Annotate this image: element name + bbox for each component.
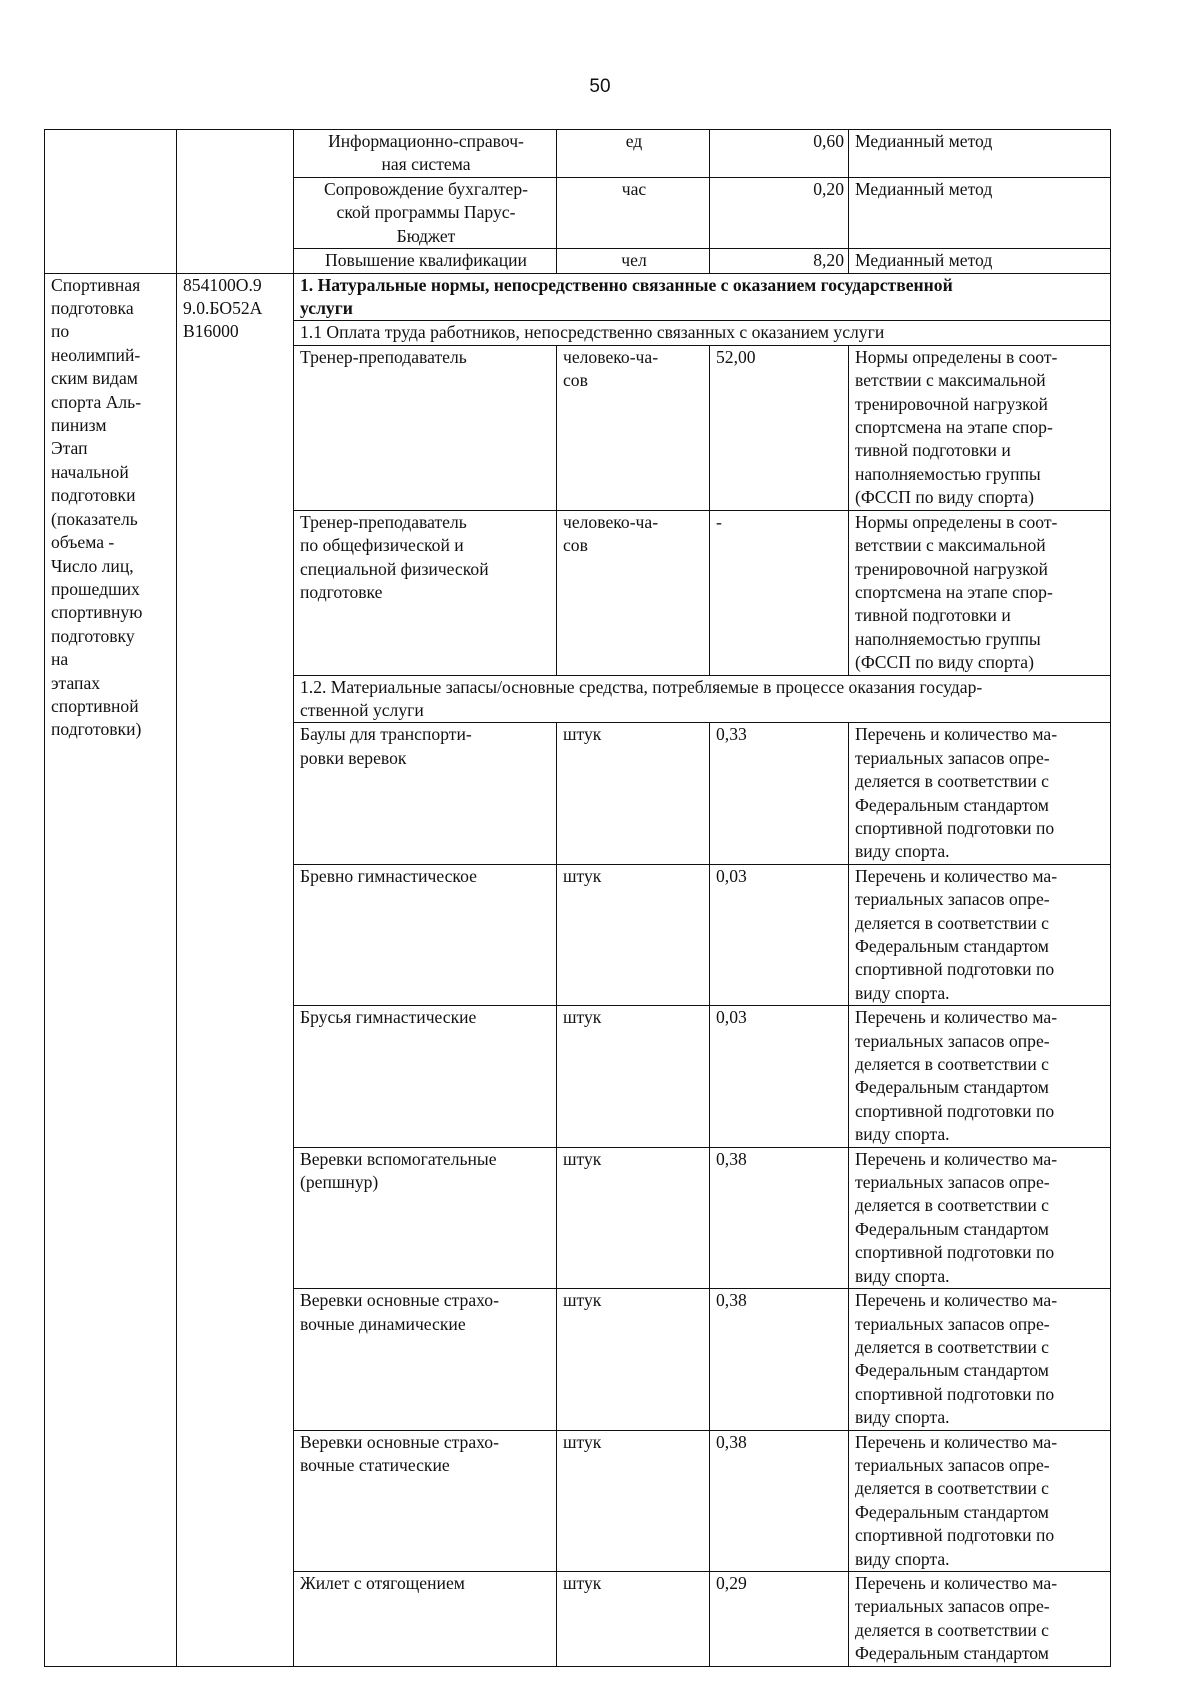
resource-name: Тренер-преподаватель (294, 345, 557, 510)
empty-code-cell (177, 130, 294, 274)
resource-name: Веревки основные страхо- вочные динамические (294, 1289, 557, 1430)
resource-name: Информационно-справоч- ная система (294, 130, 557, 178)
resource-method: Перечень и количество ма- териальных запасов опре- деляется в соответствии с Федеральным стандартом спортивной подготовки по виду спорта. (849, 723, 1111, 864)
resource-value: 0,38 (710, 1147, 849, 1288)
empty-service-cell (45, 130, 177, 274)
resource-name: Жилет с отягощением (294, 1571, 557, 1666)
normatives-table (44, 129, 1111, 1667)
resource-unit: штук (557, 1430, 710, 1571)
resource-method: Перечень и количество ма- териальных запасов опре- деляется в соответствии с Федеральным стандартом спортивной подготовки по виду спорта. (849, 1289, 1111, 1430)
resource-name: Брусья гимнастические (294, 1006, 557, 1147)
resource-method: Медианный метод (849, 178, 1111, 249)
resource-method: Перечень и количество ма- териальных запасов опре- деляется в соответствии с Федеральным стандартом спортивной подготовки по виду спорта. (849, 1147, 1111, 1288)
resource-name: Веревки вспомогательные (репшнур) (294, 1147, 557, 1288)
resource-name: Веревки основные страхо- вочные статические (294, 1430, 557, 1571)
resource-unit: человеко-ча- сов (557, 510, 710, 675)
resource-unit: ед (557, 130, 710, 178)
section-heading: 1. Натуральные нормы, непосредственно связанные с оказанием государственной услуги (294, 273, 1111, 321)
resource-name: Повышение квалификации (294, 249, 557, 273)
resource-unit: штук (557, 864, 710, 1005)
resource-unit: штук (557, 1006, 710, 1147)
resource-value: 0,20 (710, 178, 849, 249)
resource-name: Бревно гимнастическое (294, 864, 557, 1005)
resource-method: Перечень и количество ма- териальных запасов опре- деляется в соответствии с Федеральным стандартом (849, 1571, 1111, 1666)
resource-name: Тренер-преподаватель по общефизической и специальной физической подготовке (294, 510, 557, 675)
resource-value: 0,38 (710, 1430, 849, 1571)
resource-method: Нормы определены в соот- ветствии с максимальной тренировочной нагрузкой спортсмена на этапе спор- тивной подготовки и наполняемостью группы (ФССП по виду спорта) (849, 510, 1111, 675)
resource-unit: человеко-ча- сов (557, 345, 710, 510)
resource-name: Сопровождение бухгалтер- ской программы Парус- Бюджет (294, 178, 557, 249)
resource-value: 0,03 (710, 864, 849, 1005)
service-code-cell: 854100О.9 9.0.БО52А В16000 (177, 273, 294, 1666)
resource-unit: штук (557, 723, 710, 864)
service-name-cell: Спортивная подготовка по неолимпий- ским видам спорта Аль- пинизм Этап начальной подготовки (показатель объема - Число лиц, прошедших спортивную подготовку на этапах спортивной подготовки) (45, 273, 177, 1666)
resource-value: 0,60 (710, 130, 849, 178)
resource-value: 0,38 (710, 1289, 849, 1430)
subsection-heading: 1.1 Оплата труда работников, непосредственно связанных с оказанием услуги (294, 321, 1111, 345)
resource-value: 8,20 (710, 249, 849, 273)
resource-unit: час (557, 178, 710, 249)
resource-method: Медианный метод (849, 249, 1111, 273)
resource-method: Нормы определены в соот- ветствии с максимальной тренировочной нагрузкой спортсмена на этапе спор- тивной подготовки и наполняемостью группы (ФССП по виду спорта) (849, 345, 1111, 510)
resource-value: 0,03 (710, 1006, 849, 1147)
resource-unit: штук (557, 1289, 710, 1430)
resource-value: - (710, 510, 849, 675)
resource-name: Баулы для транспорти- ровки веревок (294, 723, 557, 864)
resource-method: Перечень и количество ма- териальных запасов опре- деляется в соответствии с Федеральным стандартом спортивной подготовки по виду спорта. (849, 864, 1111, 1005)
resource-value: 0,29 (710, 1571, 849, 1666)
resource-method: Перечень и количество ма- териальных запасов опре- деляется в соответствии с Федеральным стандартом спортивной подготовки по виду спорта. (849, 1006, 1111, 1147)
resource-method: Перечень и количество ма- териальных запасов опре- деляется в соответствии с Федеральным стандартом спортивной подготовки по виду спорта. (849, 1430, 1111, 1571)
table-row (45, 130, 1111, 178)
page-number: 50 (589, 76, 611, 97)
resource-value: 52,00 (710, 345, 849, 510)
resource-unit: чел (557, 249, 710, 273)
resource-value: 0,33 (710, 723, 849, 864)
resource-method: Медианный метод (849, 130, 1111, 178)
resource-unit: штук (557, 1147, 710, 1288)
subsection-heading: 1.2. Материальные запасы/основные средства, потребляемые в процессе оказания государ- ственной услуги (294, 675, 1111, 723)
table-row (45, 273, 1111, 321)
resource-unit: штук (557, 1571, 710, 1666)
